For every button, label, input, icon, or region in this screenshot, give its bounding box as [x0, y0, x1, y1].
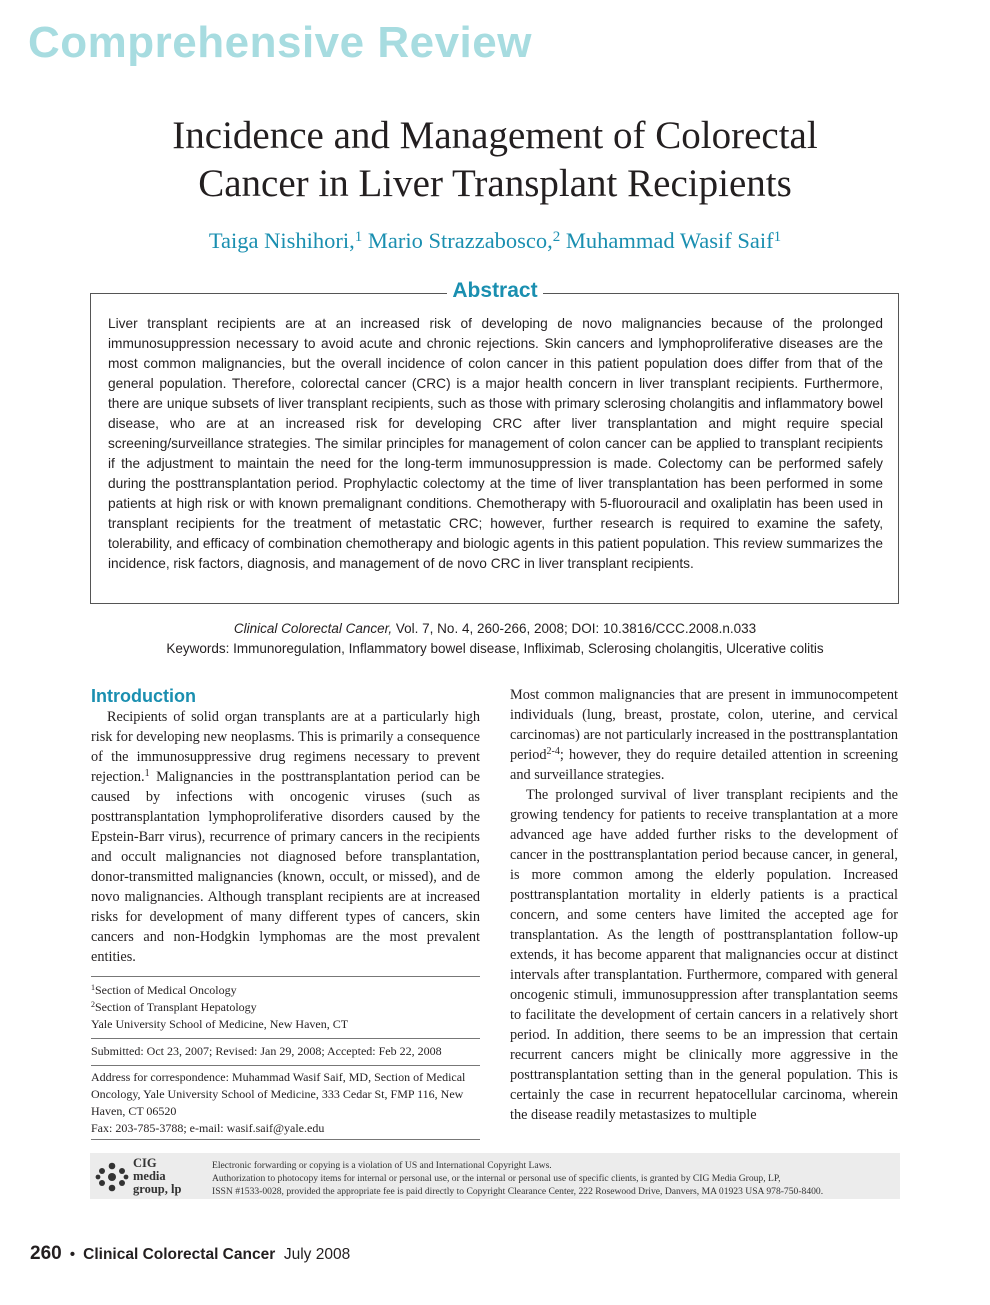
- author-name: Muhammad Wasif Saif: [565, 228, 774, 253]
- affiliations: [91, 982, 480, 1033]
- author-affiliation-ref: 1: [354, 229, 363, 245]
- title-line-1: Incidence and Management of Colorectal: [172, 114, 818, 157]
- correspondence: [91, 1069, 480, 1137]
- affiliation-text: Section of Transplant Hepatology: [95, 1000, 257, 1014]
- cig-logo-line: media: [133, 1169, 166, 1183]
- footer-bullet: •: [69, 1246, 76, 1263]
- page-number: 260: [30, 1243, 62, 1264]
- citation: [0, 619, 990, 639]
- intro-text-b: Malignancies in the posttransplantation period can be caused by infections with oncogenic viruses (such as posttransplantation lymphoproliferative disorders caused by the Epstein-Barr virus), recurrence of primary cancers in the recipients and occult malignancies not diagnosed before transplantation, donor-transmitted malignancies (known, occult, or missed), and de novo malignancies. Although transplant recipients are at increased risks for development of many different types of cancers, skin cancers and non-Hodgkin lymphomas are the most prevalent entities.: [91, 769, 480, 965]
- right-column: [510, 685, 898, 1125]
- footer-date: July 2008: [283, 1246, 351, 1263]
- cig-logo-line: CIG: [133, 1156, 157, 1170]
- cig-logo-line: group, lp: [133, 1182, 182, 1196]
- copyright-line: Authorization to photocopy items for internal or personal use, or the internal or personal use of specific clients, is granted by CIG Media Group, LP,: [212, 1173, 781, 1184]
- introduction-heading: Introduction: [91, 686, 196, 706]
- footnote-divider: [91, 1038, 480, 1039]
- affiliation-text: Section of Medical Oncology: [95, 983, 237, 997]
- author-list: [0, 228, 990, 254]
- keywords-text: Immunoregulation, Inflammatory bowel disease, Infliximab, Sclerosing cholangitis, Ulcerative colitis: [229, 641, 824, 656]
- affiliation-text: Yale University School of Medicine, New Haven, CT: [91, 1017, 349, 1031]
- affiliation-num: 1: [91, 983, 95, 992]
- title-line-2: Cancer in Liver Transplant Recipients: [198, 162, 792, 205]
- author-affiliation-ref: 1: [773, 229, 782, 245]
- citation-journal: Clinical Colorectal Cancer,: [233, 621, 393, 636]
- author-name: Mario Strazzabosco,: [367, 228, 553, 253]
- body-text-a: Most common malignancies that are present in immunocompetent individuals (lung, breast, prostate, colon, uterine, and cervical carcinomas) are not particularly increased in the posttransplantation period: [510, 687, 898, 763]
- footnote-divider: [91, 976, 480, 977]
- body-paragraph: [510, 685, 898, 785]
- article-title: [0, 112, 990, 208]
- abstract-label: Abstract: [447, 279, 542, 302]
- page-footer: [30, 1243, 350, 1265]
- author-name: Taiga Nishihori,: [208, 228, 355, 253]
- intro-text-a: Recipients of solid organ transplants are at a particularly high risk for developing new neoplasms. This is primarily a consequence of the immunosuppressive drug regimens necessary to prevent rejection.: [91, 709, 480, 785]
- affiliation-line: [91, 982, 480, 999]
- copyright-line: Electronic forwarding or copying is a violation of US and International Copyright Laws.: [212, 1160, 552, 1171]
- keywords-label: Keywords:: [166, 641, 230, 656]
- reference-superscript: 1: [144, 768, 150, 779]
- footer-journal: Clinical Colorectal Cancer: [83, 1246, 276, 1263]
- reference-superscript: 2-4: [546, 746, 560, 757]
- intro-paragraph: [91, 707, 480, 967]
- submission-dates: Submitted: Oct 23, 2007; Revised: Jan 29, 2008; Accepted: Feb 22, 2008: [91, 1044, 442, 1058]
- footnote-divider: [91, 1065, 480, 1066]
- body-text-b: ; however, they do require detailed attention in screening and surveillance strategies.: [510, 747, 898, 783]
- body-paragraph: The prolonged survival of liver transplant recipients and the growing tendency for patients to receive transplantation at a more advanced age have added further risks to the development of cancer in the posttransplantation period because cancer, in general, is more common among the elderly population. Increased posttransplantation mortality in elderly patients is a practical concern, and some centers have limited the accepted age for transplantation. As the length of posttransplantation follow-up extends, it has become apparent that malignancies occur at distinct intervals after transplantation. Furthermore, compared with general oncogenic stimuli, immunosuppression after transplantation seems to facilitate the development of certain cancers in a relatively short period. In addition, there seems to be an impression that certain recurrent cancers might be clinically more aggressive in the posttransplantation setting than in the general population. This is certainly the case in recurrent hepatocellular carcinoma, wherein the disease readily metastasizes to multiple: [510, 787, 898, 1123]
- affiliation-num: 2: [91, 1000, 95, 1009]
- abstract-label-wrap: [0, 279, 990, 303]
- cig-logo-text: [133, 1157, 181, 1196]
- citation-details: Vol. 7, No. 4, 260-266, 2008; DOI: 10.3816/CCC.2008.n.033: [392, 621, 757, 636]
- section-header: Comprehensive Review: [28, 18, 532, 67]
- correspondence-address: Address for correspondence: Muhammad Wasif Saif, MD, Section of Medical Oncology, Yale University School of Medicine, 333 Cedar St, FMP 116, New Haven, CT 06520: [91, 1070, 466, 1118]
- affiliation-line: [91, 1016, 480, 1033]
- left-column: [91, 685, 480, 967]
- copyright-line: ISSN #1533-0028, provided the appropriate fee is paid directly to Copyright Clearance Center, 222 Rosewood Drive, Danvers, MA 01923 USA 978-750-8400.: [212, 1186, 824, 1197]
- abstract-text: Liver transplant recipients are at an increased risk of developing de novo malignancies because of the prolonged immunosuppression necessary to avoid acute and chronic rejections. Skin cancers and lymphoproliferative diseases are the most common malignancies, but the overall incidence of colon cancer in this patient population does differ from that of the general population. Therefore, colorectal cancer (CRC) is a major health concern in liver transplant recipients. Furthermore, there are unique subsets of liver transplant recipients, such as those with primary sclerosing cholangitis and inflammatory bowel disease, who are at an increased risk for developing CRC after liver transplantation and might require special screening/surveillance strategies. The similar principles for management of colon cancer can be applied to transplant recipients if the adjustment to maintain the need for the long-term immunosuppression is made. Colectomy can be performed safely during the posttransplantation period. Prophylactic colectomy at the time of liver transplantation has been performed in some patients at high risk or with known premalignant conditions. Chemotherapy with 5-fluorouracil and oxaliplatin has been used in transplant recipients for the treatment of metastatic CRC; however, further research is required to examine the safety, tolerability, and efficacy of combination chemotherapy and biologic agents in this patient population. This review summarizes the incidence, risk factors, diagnosis, and management of de novo CRC in liver transplant recipients.: [108, 316, 883, 571]
- author-affiliation-ref: 2: [552, 229, 561, 245]
- footnote-divider: [91, 1139, 480, 1140]
- keywords: [0, 639, 990, 659]
- copyright-notice: [212, 1159, 902, 1198]
- affiliation-line: [91, 999, 480, 1016]
- correspondence-contact: Fax: 203-785-3788; e-mail: wasif.saif@yale.edu: [91, 1121, 325, 1135]
